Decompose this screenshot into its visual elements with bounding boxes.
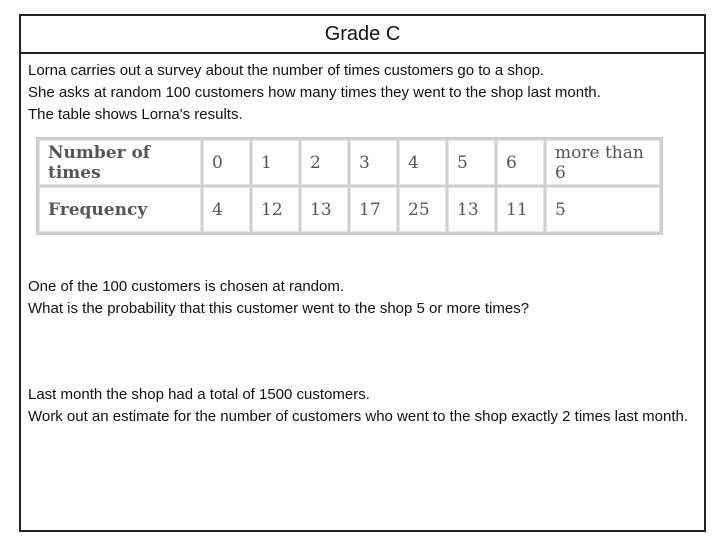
table-cell: 11 xyxy=(497,187,544,232)
table-cell: 5 xyxy=(448,140,495,185)
question-line: Last month the shop had a total of 1500 customers. xyxy=(28,386,370,403)
intro-line: Lorna carries out a survey about the number of times customers go to a shop. xyxy=(28,62,545,79)
table-cell: 6 xyxy=(497,140,544,185)
table-cell: 4 xyxy=(399,140,446,185)
table-cell: 5 xyxy=(546,187,660,232)
row-header: Number of times xyxy=(39,140,201,185)
table-row-number-of-times xyxy=(39,140,660,185)
intro-line: She asks at random 100 customers how many times they went to the shop last month. xyxy=(28,84,601,101)
question-line: Work out an estimate for the number of customers who went to the shop exactly 2 times last month. xyxy=(28,408,689,425)
question-1 xyxy=(28,276,698,320)
table-cell: 4 xyxy=(203,187,250,232)
table-row-frequency xyxy=(39,187,660,232)
table-cell: 13 xyxy=(448,187,495,232)
worksheet-frame xyxy=(19,14,706,532)
row-header: Frequency xyxy=(39,187,201,232)
table-cell: 2 xyxy=(301,140,348,185)
table-cell: 0 xyxy=(203,140,250,185)
grade-title: Grade C xyxy=(21,16,704,54)
table-cell: 13 xyxy=(301,187,348,232)
intro-line: The table shows Lorna's results. xyxy=(28,106,243,123)
table-cell: 3 xyxy=(350,140,397,185)
frequency-table xyxy=(36,137,663,235)
table-cell: 1 xyxy=(252,140,299,185)
table-cell: 17 xyxy=(350,187,397,232)
table-cell: more than 6 xyxy=(546,140,660,185)
table-cell: 25 xyxy=(399,187,446,232)
question-2 xyxy=(28,384,698,428)
intro-text xyxy=(28,60,698,126)
question-line: What is the probability that this customer went to the shop 5 or more times? xyxy=(28,300,530,317)
question-line: One of the 100 customers is chosen at random. xyxy=(28,278,345,295)
table-cell: 12 xyxy=(252,187,299,232)
